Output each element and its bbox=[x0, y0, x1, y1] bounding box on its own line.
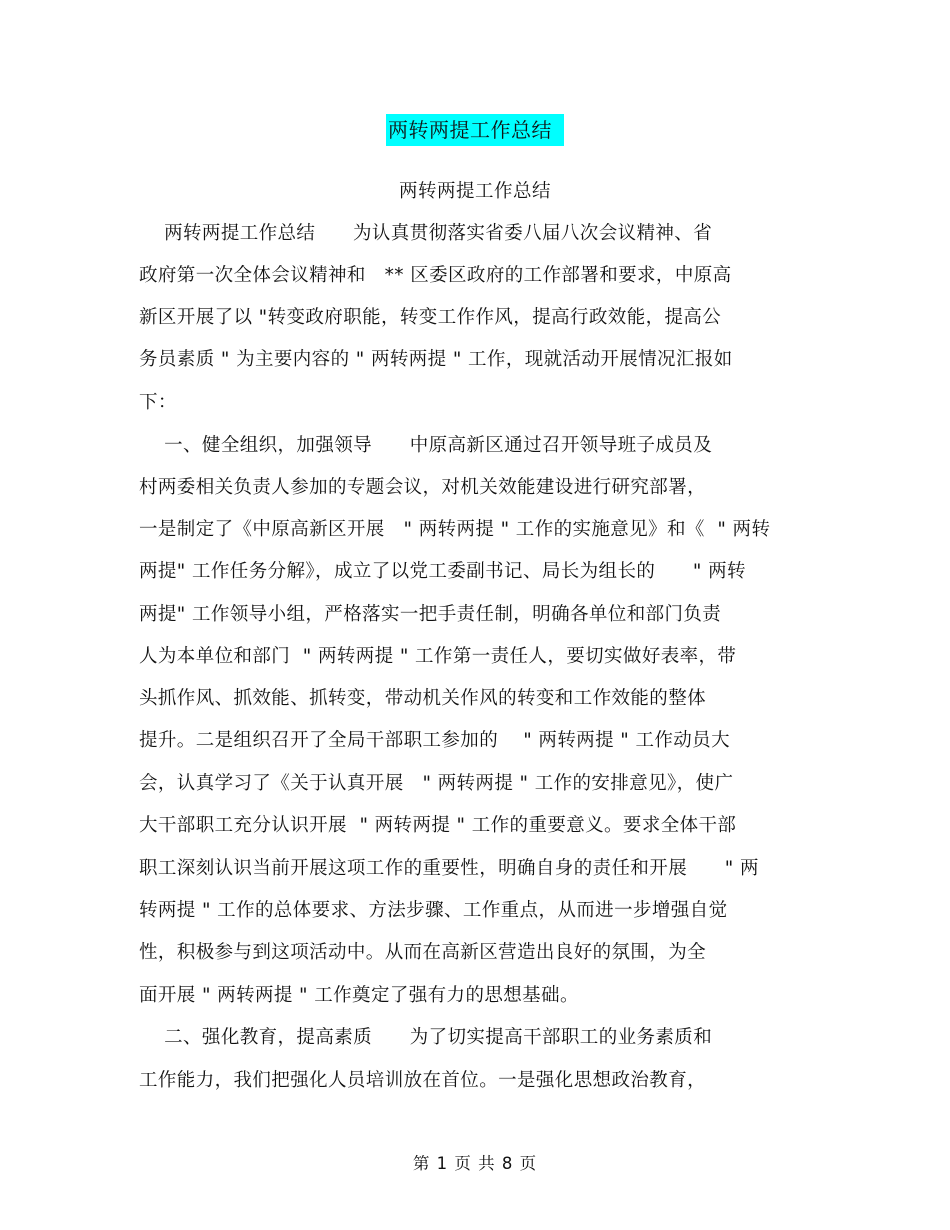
body-line: 面开展 " 两转两提 " 工作奠定了强有力的思想基础。 bbox=[139, 985, 579, 1006]
body-line: 两转两提工作总结 为认真贯彻落实省委八届八次会议精神、省 bbox=[139, 223, 713, 244]
highlighted-title: 两转两提工作总结 bbox=[386, 114, 564, 146]
body-line: 转两提 " 工作的总体要求、方法步骤、工作重点，从而进一步增强自觉 bbox=[139, 900, 728, 921]
body-line: 下： bbox=[139, 392, 177, 413]
body-line: 头抓作风、抓效能、抓转变，带动机关作风的转变和工作效能的整体 bbox=[139, 688, 707, 709]
body-line: 性，积极参与到这项活动中。从而在高新区营造出良好的氛围，为全 bbox=[139, 942, 707, 963]
body-line: 职工深刻认识当前开展这项工作的重要性，明确自身的责任和开展 " 两 bbox=[139, 858, 759, 879]
body-line: 会，认真学习了《关于认真开展 " 两转两提 " 工作的安排意见》，使广 bbox=[139, 773, 734, 794]
body-line: 政府第一次全体会议精神和 ** 区委区政府的工作部署和要求，中原高 bbox=[139, 265, 732, 286]
title-container bbox=[0, 114, 950, 146]
body-line: 一、健全组织，加强领导 中原高新区通过召开领导班子成员及 bbox=[139, 435, 713, 456]
body-line: 两提" 工作任务分解》，成立了以党工委副书记、局长为组长的 " 两转 bbox=[139, 561, 746, 582]
body-line: 一是制定了《中原高新区开展 " 两转两提 " 工作的实施意见》和《 " 两转 bbox=[139, 519, 771, 540]
body-line: 提升。二是组织召开了全局干部职工参加的 " 两转两提 " 工作动员大 bbox=[139, 730, 730, 751]
body-line: 人为本单位和部门 " 两转两提 " 工作第一责任人，要切实做好表率，带 bbox=[139, 646, 737, 667]
body-line: 新区开展了以 "转变政府职能，转变工作作风，提高行政效能，提高公 bbox=[139, 307, 722, 328]
body-line: 大干部职工充分认识开展 " 两转两提 " 工作的重要意义。要求全体干部 bbox=[139, 815, 737, 836]
body-line: 工作能力，我们把强化人员培训放在首位。一是强化思想政治教育， bbox=[139, 1070, 707, 1091]
body-line: 务员素质 " 为主要内容的 " 两转两提 " 工作，现就活动开展情况汇报如 bbox=[139, 349, 733, 370]
body-line: 二、强化教育，提高素质 为了切实提高干部职工的业务素质和 bbox=[139, 1027, 713, 1048]
subtitle: 两转两提工作总结 bbox=[398, 181, 551, 202]
body-line: 两提" 工作领导小组，严格落实一把手责任制，明确各单位和部门负责 bbox=[139, 604, 722, 625]
body-line: 村两委相关负责人参加的专题会议，对机关效能建设进行研究部署， bbox=[139, 477, 707, 498]
page-number-footer: 第 1 页 共 8 页 bbox=[412, 1154, 538, 1173]
